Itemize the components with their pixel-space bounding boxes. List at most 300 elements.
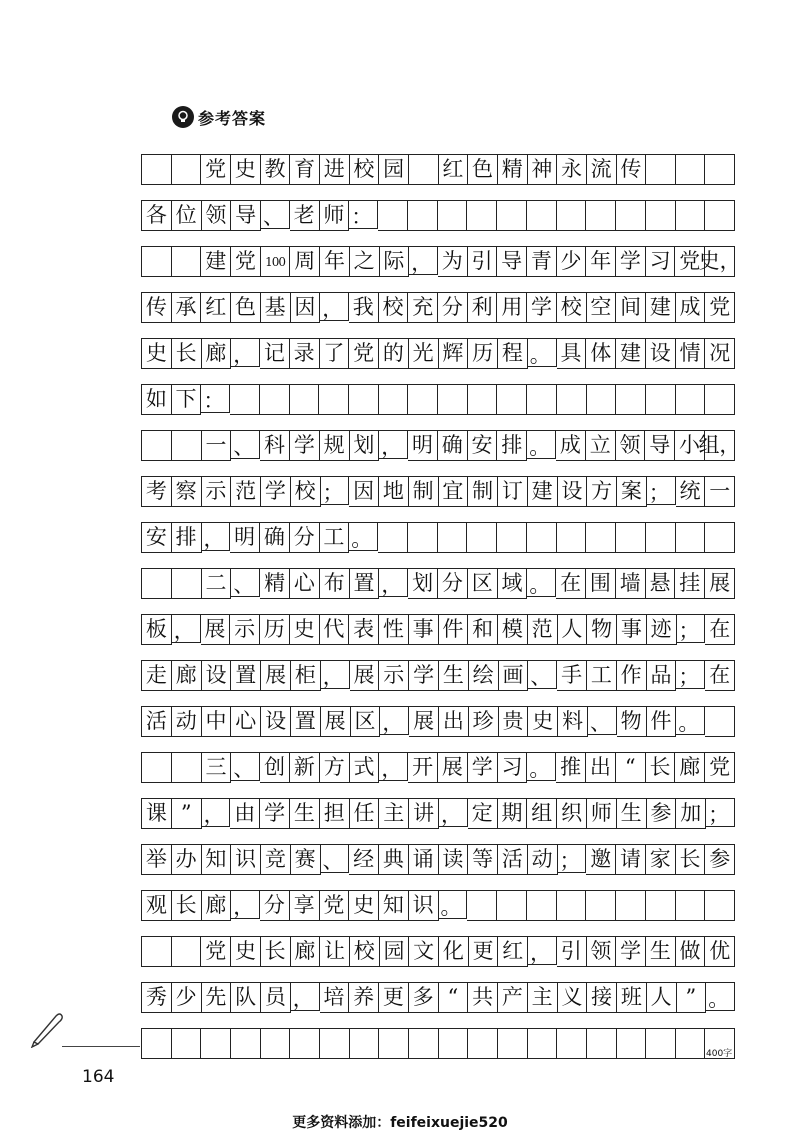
- grid-cell: [557, 200, 587, 231]
- grid-cell: ，: [379, 752, 408, 781]
- grid-row: [141, 890, 735, 921]
- grid-cell: ”: [172, 798, 202, 829]
- grid-cell: 秀: [142, 982, 172, 1013]
- grid-cell: 党: [201, 154, 231, 185]
- grid-cell: 展: [705, 568, 735, 599]
- grid-row: [141, 982, 735, 1013]
- grid-cell: 培: [320, 982, 350, 1013]
- grid-cell: 范: [528, 614, 558, 645]
- grid-cell: 长: [646, 752, 676, 783]
- grid-cell: 、: [261, 200, 290, 229]
- grid-cell: 引: [557, 936, 587, 967]
- grid-cell: 进: [320, 154, 350, 185]
- grid-cell: 品: [647, 660, 677, 691]
- grid-row: [141, 844, 735, 875]
- grid-cell: 廊: [172, 660, 202, 691]
- grid-cell: [557, 890, 587, 921]
- grid-cell: 色: [231, 292, 261, 323]
- grid-cell: 师: [320, 200, 350, 231]
- grid-cell: 制: [468, 476, 498, 507]
- grid-cell: 引: [468, 246, 498, 277]
- grid-cell: ，: [320, 292, 349, 321]
- grid-cell: 具: [557, 338, 587, 369]
- grid-cell: [705, 200, 735, 231]
- grid-cell: 际: [380, 246, 410, 277]
- grid-cell: 成: [676, 292, 706, 323]
- grid-cell: 红: [439, 154, 469, 185]
- grid-cell: 校: [557, 292, 587, 323]
- grid-cell: 排: [497, 430, 527, 461]
- grid-row: [141, 246, 741, 277]
- grid-cell: 建: [201, 246, 231, 277]
- grid-cell: 分: [290, 522, 320, 553]
- grid-cell: [617, 1028, 647, 1059]
- grid-cell: [378, 522, 408, 553]
- grid-cell: [676, 384, 706, 415]
- grid-cell: ，: [202, 522, 231, 551]
- grid-cell: [350, 1028, 380, 1059]
- grid-cell: [438, 384, 468, 415]
- grid-cell: 传: [617, 154, 647, 185]
- grid-cell: “: [616, 752, 646, 783]
- grid-cell: [557, 384, 587, 415]
- grid-cell: 事: [617, 614, 647, 645]
- grid-cell: [616, 522, 646, 553]
- grid-cell: 精: [260, 568, 290, 599]
- grid-cell: [142, 568, 172, 599]
- grid-cell: 置: [231, 660, 261, 691]
- grid-cell: 长: [172, 890, 202, 921]
- grid-cell: 出: [586, 752, 616, 783]
- grid-cell: 史，: [705, 246, 735, 277]
- grid-cell: [172, 936, 202, 967]
- grid-cell: 迹: [647, 614, 677, 645]
- grid-cell: [468, 384, 498, 415]
- grid-cell: ，: [439, 798, 468, 827]
- grid-row: [141, 338, 735, 369]
- grid-cell: 更: [469, 936, 499, 967]
- grid-cell: 程: [498, 338, 528, 369]
- grid-cell: 板: [142, 614, 172, 645]
- grid-cell: 绘: [469, 660, 499, 691]
- grid-cell: 物: [587, 614, 617, 645]
- grid-cell: 利: [468, 292, 498, 323]
- grid-cell: 性: [379, 614, 409, 645]
- grid-cell: [676, 154, 706, 185]
- grid-cell: 制: [409, 476, 439, 507]
- grid-cell: ：: [201, 384, 230, 413]
- grid-cell: 基: [261, 292, 291, 323]
- grid-cell: 让: [320, 936, 350, 967]
- grid-cell: 校: [350, 154, 380, 185]
- grid-cell: 用: [497, 292, 527, 323]
- grid-cell: 举: [142, 844, 172, 875]
- grid-cell: [142, 752, 172, 783]
- grid-cell: 学: [409, 660, 439, 691]
- grid-cell: 地: [379, 476, 409, 507]
- grid-cell: 作: [617, 660, 647, 691]
- grid-cell: 、: [588, 706, 617, 735]
- grid-cell: 展: [261, 660, 291, 691]
- grid-cell: 心: [231, 706, 261, 737]
- grid-cell: 班: [617, 982, 647, 1013]
- grid-cell: 、: [528, 660, 557, 689]
- grid-cell: 表: [349, 614, 379, 645]
- grid-cell: 周: [290, 246, 320, 277]
- grid-cell: 柜: [291, 660, 321, 691]
- grid-cell: [705, 384, 735, 415]
- grid-cell: 立: [586, 430, 616, 461]
- grid-cell: 规: [320, 430, 350, 461]
- grid-cell: 如: [142, 384, 172, 415]
- grid-cell: 活: [142, 706, 172, 737]
- grid-cell: [705, 890, 735, 921]
- grid-cell: 永: [557, 154, 587, 185]
- grid-cell: 校: [350, 936, 380, 967]
- grid-cell: 学: [616, 246, 646, 277]
- grid-cell: 办: [172, 844, 202, 875]
- grid-cell: 承: [172, 292, 202, 323]
- grid-cell: [408, 200, 438, 231]
- grid-cell: ，: [321, 660, 350, 689]
- grid-cell: 园: [379, 154, 409, 185]
- grid-cell: 动: [528, 844, 558, 875]
- grid-cell: [439, 1028, 469, 1059]
- grid-cell: ；: [676, 660, 705, 689]
- grid-cell: [497, 890, 527, 921]
- grid-cell: 展: [409, 706, 439, 737]
- grid-cell: 动: [172, 706, 202, 737]
- grid-cell: [646, 384, 676, 415]
- grid-cell: [379, 1028, 409, 1059]
- grid-cell: 区: [468, 568, 498, 599]
- grid-cell: [676, 1028, 706, 1059]
- grid-cell: [646, 890, 676, 921]
- grid-cell: [467, 890, 497, 921]
- grid-cell: [497, 200, 527, 231]
- grid-cell: [527, 384, 557, 415]
- grid-cell: 学: [290, 430, 320, 461]
- grid-cell: 方: [320, 752, 350, 783]
- grid-cell: 长: [261, 936, 291, 967]
- grid-cell: 。: [527, 752, 556, 781]
- grid-cell: 手: [557, 660, 587, 691]
- grid-cell: 考: [142, 476, 172, 507]
- grid-cell: 空: [587, 292, 617, 323]
- grid-cell: 件: [439, 614, 469, 645]
- grid-cell: [616, 200, 646, 231]
- grid-cell: 了: [320, 338, 350, 369]
- grid-row: [141, 1028, 735, 1059]
- grid-cell: ，: [409, 246, 438, 275]
- grid-cell: 确: [438, 430, 468, 461]
- grid-cell: ；: [558, 844, 587, 873]
- grid-cell: 导: [645, 430, 675, 461]
- grid-cell: 模: [498, 614, 528, 645]
- grid-cell: [646, 522, 676, 553]
- grid-cell: 人: [647, 982, 677, 1013]
- grid-cell: 年: [320, 246, 350, 277]
- grid-cell: [290, 1028, 320, 1059]
- grid-cell: 。: [676, 706, 705, 735]
- grid-row: [141, 706, 735, 737]
- grid-cell: 邀: [586, 844, 616, 875]
- grid-cell: 建: [616, 338, 646, 369]
- grid-cell: 、: [321, 844, 350, 873]
- grid-cell: [379, 384, 409, 415]
- grid-cell: 文: [409, 936, 439, 967]
- grid-cell: 代: [320, 614, 350, 645]
- grid-cell: 的: [379, 338, 409, 369]
- grid-cell: 史: [349, 890, 379, 921]
- grid-cell: [467, 522, 497, 553]
- grid-cell: 党: [705, 292, 735, 323]
- grid-cell: [172, 1028, 202, 1059]
- grid-cell: 流: [587, 154, 617, 185]
- grid-cell: [646, 154, 676, 185]
- grid-cell: 察: [172, 476, 202, 507]
- grid-cell: 事: [409, 614, 439, 645]
- grid-cell: 校: [291, 476, 321, 507]
- grid-cell: 生: [439, 660, 469, 691]
- grid-cell: 。: [527, 568, 556, 597]
- grid-cell: 队: [231, 982, 261, 1013]
- grid-cell: 画: [499, 660, 529, 691]
- grid-cell: ，: [379, 430, 408, 459]
- grid-cell: ，: [528, 936, 557, 965]
- grid-cell: 历: [260, 614, 290, 645]
- grid-cell: 共: [468, 982, 498, 1013]
- grid-cell: 分: [438, 292, 468, 323]
- grid-row: [141, 936, 735, 967]
- grid-cell: ，: [231, 338, 260, 367]
- grid-cell: 展: [350, 660, 380, 691]
- grid-row: [141, 752, 735, 783]
- grid-cell: 组，: [705, 430, 735, 461]
- grid-cell: 位: [172, 200, 202, 231]
- grid-cell: 更: [379, 982, 409, 1013]
- grid-cell: 党: [231, 246, 261, 277]
- grid-cell: 传: [142, 292, 172, 323]
- grid-cell: 域: [498, 568, 528, 599]
- grid-cell: [527, 522, 557, 553]
- grid-cell: [616, 890, 646, 921]
- grid-cell: 录: [290, 338, 320, 369]
- grid-cell: 置: [350, 568, 380, 599]
- grid-cell: 中: [202, 706, 232, 737]
- grid-cell: 领: [587, 936, 617, 967]
- grid-cell: 置: [291, 706, 321, 737]
- grid-cell: 享: [290, 890, 320, 921]
- grid-row: [141, 614, 735, 645]
- grid-cell: 党: [705, 752, 735, 783]
- grid-cell: 师: [587, 798, 617, 829]
- grid-cell: 我: [349, 292, 379, 323]
- grid-cell: 先: [202, 982, 232, 1013]
- grid-cell: 精: [498, 154, 528, 185]
- grid-cell: 分: [260, 890, 290, 921]
- grid-cell: [705, 522, 735, 553]
- grid-cell: 确: [260, 522, 290, 553]
- grid-cell: [586, 522, 616, 553]
- grid-cell: 义: [558, 982, 588, 1013]
- grid-cell: 科: [260, 430, 290, 461]
- grid-cell: [408, 522, 438, 553]
- grid-row: [141, 476, 735, 507]
- grid-cell: 设: [261, 706, 291, 737]
- grid-cell: [586, 890, 616, 921]
- grid-row: [141, 660, 735, 691]
- grid-cell: 廊: [202, 890, 232, 921]
- grid-cell: 课: [142, 798, 172, 829]
- grid-cell: 多: [409, 982, 439, 1013]
- grid-cell: 少: [557, 246, 587, 277]
- grid-cell: 期: [498, 798, 528, 829]
- grid-cell: 情: [676, 338, 706, 369]
- grid-cell: 一: [705, 476, 735, 507]
- grid-cell: 划: [350, 430, 380, 461]
- grid-cell: 员: [261, 982, 291, 1013]
- grid-cell: ：: [349, 200, 378, 229]
- word-count-label: 400字: [706, 1049, 733, 1059]
- grid-cell: 。: [439, 890, 468, 919]
- grid-cell: [527, 200, 557, 231]
- grid-cell: 领: [616, 430, 646, 461]
- grid-cell: ”: [677, 982, 707, 1013]
- grid-cell: [586, 200, 616, 231]
- grid-cell: 担: [320, 798, 350, 829]
- grid-cell: 贵: [499, 706, 529, 737]
- grid-cell: 织: [557, 798, 587, 829]
- grid-cell: “: [439, 982, 469, 1013]
- grid-cell: [646, 200, 676, 231]
- footer-note: 更多资料添加：feifeixuejie520: [292, 1115, 508, 1131]
- grid-cell: 式: [350, 752, 380, 783]
- grid-cell: 廊: [202, 338, 232, 369]
- grid-cell: 赛: [291, 844, 321, 875]
- grid-cell: 建: [646, 292, 676, 323]
- grid-cell: 识: [231, 844, 261, 875]
- grid-cell: [142, 1028, 172, 1059]
- grid-cell: [319, 384, 349, 415]
- grid-cell: 人: [558, 614, 588, 645]
- lightbulb-icon: [172, 106, 194, 128]
- grid-cell: 件: [647, 706, 677, 737]
- grid-cell: 区: [351, 706, 381, 737]
- grid-cell: ；: [321, 476, 350, 505]
- grid-cell: 观: [142, 890, 172, 921]
- grid-cell: [498, 1028, 528, 1059]
- grid-cell: 领: [202, 200, 232, 231]
- grid-cell: 范: [231, 476, 261, 507]
- grid-cell: [142, 246, 172, 277]
- grid-cell: 明: [230, 522, 260, 553]
- grid-cell: 参: [647, 798, 677, 829]
- grid-cell: 设: [558, 476, 588, 507]
- grid-row: [141, 798, 735, 829]
- grid-cell: 色: [468, 154, 498, 185]
- grid-cell: 。: [528, 338, 557, 367]
- grid-cell: 化: [439, 936, 469, 967]
- grid-cell: 主: [528, 982, 558, 1013]
- grid-cell: 走: [142, 660, 172, 691]
- grid-cell: 光: [409, 338, 439, 369]
- grid-cell: ；: [706, 798, 735, 827]
- grid-cell: [467, 200, 497, 231]
- grid-cell: 廊: [291, 936, 321, 967]
- grid-cell: ；: [647, 476, 676, 505]
- grid-cell: 况: [705, 338, 735, 369]
- grid-cell: 记: [260, 338, 290, 369]
- grid-cell: 开: [408, 752, 438, 783]
- grid-cell: 围: [586, 568, 616, 599]
- grid-cell: 知: [379, 890, 409, 921]
- grid-cell: 出: [439, 706, 469, 737]
- grid-cell: 定: [468, 798, 498, 829]
- grid-cell: 优: [705, 936, 735, 967]
- grid-cell: 。: [349, 522, 378, 551]
- grid-cell: [587, 1028, 617, 1059]
- grid-cell: [676, 200, 706, 231]
- grid-row: [141, 384, 735, 415]
- grid-cell: 导: [497, 246, 527, 277]
- grid-cell: [172, 568, 202, 599]
- grid-cell: 史: [528, 706, 558, 737]
- grid-cell: [497, 522, 527, 553]
- grid-cell: 家: [646, 844, 676, 875]
- grid-cell: 知: [202, 844, 232, 875]
- grid-cell: [409, 154, 439, 185]
- grid-cell: 识: [409, 890, 439, 921]
- grid-cell: [676, 522, 706, 553]
- grid-cell: ，: [379, 568, 408, 597]
- grid-cell: 示: [379, 660, 409, 691]
- grid-cell: 宜: [439, 476, 469, 507]
- grid-cell: [172, 752, 202, 783]
- grid-cell: 习: [646, 246, 676, 277]
- grid-cell: 为: [438, 246, 468, 277]
- grid-cell: [172, 246, 202, 277]
- grid-cell: 党: [675, 246, 705, 277]
- grid-cell: [676, 890, 706, 921]
- grid-cell: 做: [676, 936, 706, 967]
- grid-cell: 三: [202, 752, 232, 783]
- grid-row: [141, 154, 735, 185]
- grid-cell: [587, 384, 617, 415]
- grid-cell: 体: [586, 338, 616, 369]
- grid-cell: [616, 384, 646, 415]
- grid-cell: 园: [380, 936, 410, 967]
- grid-cell: 排: [172, 522, 202, 553]
- pen-icon: [28, 1008, 68, 1048]
- grid-cell: 案: [617, 476, 647, 507]
- grid-cell: 推: [556, 752, 586, 783]
- grid-cell: [142, 430, 172, 461]
- grid-cell: 工: [587, 660, 617, 691]
- grid-row: [141, 568, 735, 599]
- grid-cell: [260, 384, 290, 415]
- grid-cell: 示: [202, 476, 232, 507]
- grid-cell: [409, 1028, 439, 1059]
- grid-cell: 。: [706, 982, 735, 1011]
- grid-cell: 任: [350, 798, 380, 829]
- grid-cell: 布: [320, 568, 350, 599]
- grid-cell: 二: [202, 568, 232, 599]
- grid-cell: [557, 1028, 587, 1059]
- grid-cell: 在: [705, 614, 735, 645]
- grid-cell: 工: [320, 522, 350, 553]
- grid-cell: 请: [616, 844, 646, 875]
